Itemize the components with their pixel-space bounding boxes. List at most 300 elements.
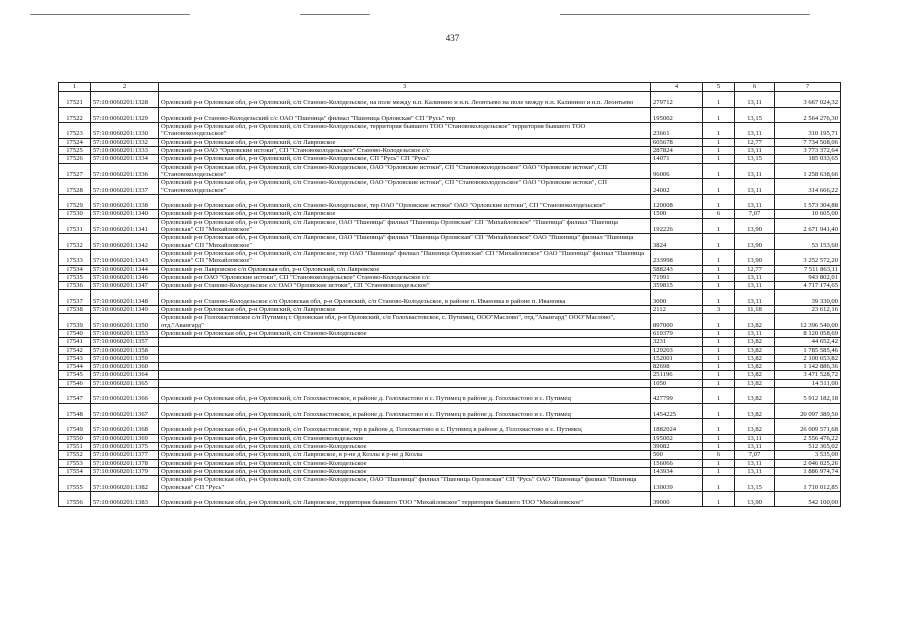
description-cell: Орловский р-н Орловская обл, р-н Орловский, с/п Становo-Колодезьское (159, 443, 651, 451)
rate-cell: 13,82 (735, 346, 775, 354)
row-number-cell: 17532 (59, 234, 91, 250)
row-number-cell: 17548 (59, 403, 91, 419)
share-cell: 6 (703, 451, 735, 459)
description-cell: Орловский р-н Орловская обл, р-н Орловский, с/п Лавровское, территория бывшего ТОО "Михайловское" территория бывшего ТОО "Михайловское" (159, 491, 651, 507)
cadastral-number-cell: 57:10:0060201:1332 (91, 138, 159, 146)
area-cell: 82698 (651, 363, 703, 371)
description-cell: Орловский р-н Орловская обл, р-н Орловский, с/п Становo-Колодезьское, ОАО "Пшеница" филиал "Пшеница Орловская" СП "Русь" ОАО "Пшеница" филиал "Пшеница Орловская" СП "Русь" (159, 476, 651, 492)
row-number-cell: 17541 (59, 338, 91, 346)
table-row (59, 234, 841, 250)
rate-cell: 12,77 (735, 265, 775, 273)
scan-artifact-right (560, 14, 810, 15)
area-cell: 96006 (651, 163, 703, 179)
cadastral-number-cell: 57:10:0060201:1330 (91, 123, 159, 139)
value-cell: 3 667 024,32 (775, 92, 841, 108)
share-cell: 1 (703, 387, 735, 403)
rate-cell: 13,82 (735, 338, 775, 346)
table-row (59, 265, 841, 273)
description-cell: Орловский р-н Орловская обл, р-н Орловский, с/п Голохвастовское, тер в районе д. Голохвастово и с. Путимец в районе д. Голохвастово и с. Путимец (159, 419, 651, 435)
rate-cell: 13,90 (735, 491, 775, 507)
rate-cell: 13,11 (735, 329, 775, 337)
share-cell: 1 (703, 443, 735, 451)
row-number-cell: 17523 (59, 123, 91, 139)
share-cell: 1 (703, 363, 735, 371)
rate-cell: 13,11 (735, 273, 775, 281)
description-cell: Орловский р-н Орловская обл, р-н Орловский, с/п Лавровское, тер ОАО "Пшеница" филиал "Пшеница Орловская" СП "Михайловское" ОАО "Пшеница" филиал "Пшеница Орловская" СП "Михайловское" (159, 249, 651, 265)
cadastral-number-cell: 57:10:0060201:1328 (91, 92, 159, 108)
cadastral-number-cell: 57:10:0060201:1377 (91, 451, 159, 459)
rate-cell: 13,82 (735, 403, 775, 419)
row-number-cell: 17534 (59, 265, 91, 273)
cadastral-number-cell: 57:10:0060201:1368 (91, 419, 159, 435)
table-row (59, 314, 841, 330)
rate-cell: 13,11 (735, 179, 775, 195)
area-cell: 129203 (651, 346, 703, 354)
description-cell: Орловский р-н Орловская обл, р-н Орловский, с/п Становoколодезьское (159, 434, 651, 442)
cadastral-number-cell: 57:10:0060201:1369 (91, 434, 159, 442)
rate-cell: 13,82 (735, 314, 775, 330)
area-cell: 2112 (651, 306, 703, 314)
cadastral-number-cell: 57:10:0060201:1341 (91, 218, 159, 234)
column-header: 7 (775, 83, 841, 92)
table-row (59, 379, 841, 387)
share-cell: 1 (703, 155, 735, 163)
cadastral-number-cell: 57:10:0060201:1347 (91, 282, 159, 290)
row-number-cell: 17522 (59, 107, 91, 123)
description-cell: Орловский р-н Орловская обл, р-н Орловский, с/п Становo-Колодезьское (159, 459, 651, 467)
row-number-cell: 17553 (59, 459, 91, 467)
row-number-cell: 17542 (59, 346, 91, 354)
row-number-cell: 17525 (59, 147, 91, 155)
rate-cell: 12,77 (735, 138, 775, 146)
cadastral-number-cell: 57:10:0060201:1340 (91, 210, 159, 218)
row-number-cell: 17539 (59, 314, 91, 330)
description-cell (159, 346, 651, 354)
cadastral-number-cell: 57:10:0060201:1342 (91, 234, 159, 250)
row-number-cell: 17551 (59, 443, 91, 451)
table-row (59, 403, 841, 419)
rate-cell: 13,82 (735, 419, 775, 435)
register-table (58, 82, 841, 507)
cadastral-number-cell: 57:10:0060201:1353 (91, 329, 159, 337)
share-cell: 1 (703, 273, 735, 281)
area-cell: 1882024 (651, 419, 703, 435)
table-row (59, 123, 841, 139)
row-number-cell: 17538 (59, 306, 91, 314)
area-cell: 3231 (651, 338, 703, 346)
rate-cell: 13,11 (735, 92, 775, 108)
share-cell: 1 (703, 338, 735, 346)
cadastral-number-cell: 57:10:0060201:1336 (91, 163, 159, 179)
value-cell: 20 097 389,50 (775, 403, 841, 419)
cadastral-number-cell: 57:10:0060201:1364 (91, 371, 159, 379)
row-number-cell: 17528 (59, 179, 91, 195)
row-number-cell: 17549 (59, 419, 91, 435)
cadastral-number-cell: 57:10:0060201:1367 (91, 403, 159, 419)
cadastral-number-cell: 57:10:0060201:1350 (91, 314, 159, 330)
value-cell: 1 573 304,88 (775, 194, 841, 210)
value-cell: 23 612,16 (775, 306, 841, 314)
row-number-cell: 17556 (59, 491, 91, 507)
table-row (59, 329, 841, 337)
cadastral-number-cell: 57:10:0060201:1358 (91, 346, 159, 354)
rate-cell: 13,90 (735, 218, 775, 234)
share-cell: 1 (703, 138, 735, 146)
description-cell: Орловский р-н Орловская обл, р-н Орловский, с/п Становo-Колодезьское, территория бывшего ТОО "Становоколодезьское" территория бывшего ТОО "Становоколодезьское" (159, 123, 651, 139)
area-cell: 1050 (651, 379, 703, 387)
value-cell: 1 710 012,85 (775, 476, 841, 492)
rate-cell: 13,82 (735, 379, 775, 387)
area-cell: 152001 (651, 354, 703, 362)
value-cell: 53 153,60 (775, 234, 841, 250)
description-cell (159, 379, 651, 387)
cadastral-number-cell: 57:10:0060201:1338 (91, 194, 159, 210)
table-row (59, 155, 841, 163)
table-row (59, 138, 841, 146)
share-cell: 1 (703, 249, 735, 265)
description-cell: Орловский р-н Становo-Колодезьское с/с ОАО "Орловские истоки", СП "Становоколодезьское" (159, 282, 651, 290)
cadastral-number-cell: 57:10:0060201:1365 (91, 379, 159, 387)
area-cell: 619379 (651, 329, 703, 337)
value-cell: 2 671 941,40 (775, 218, 841, 234)
scan-artifact-mid (300, 14, 370, 15)
area-cell: 1454225 (651, 403, 703, 419)
share-cell: 1 (703, 282, 735, 290)
register-table-body (59, 83, 841, 507)
description-cell: Орловский р-н Орловская обл, р-н Орловский, с/п Лавровское, ОАО "Пшеница" филиал "Пшеница Орловская" СП "Михайловское" "Пшеница" филиал "Пшеница Орловская" СП "Михайловское" (159, 218, 651, 234)
table-row (59, 179, 841, 195)
row-number-cell: 17544 (59, 363, 91, 371)
area-cell: 195002 (651, 434, 703, 442)
cadastral-number-cell: 57:10:0060201:1329 (91, 107, 159, 123)
table-row (59, 210, 841, 218)
value-cell: 943 802,01 (775, 273, 841, 281)
area-cell: 233998 (651, 249, 703, 265)
description-cell: Орловский р-н Орловская обл, р-н Орловский, с/п Голохвастовское, в районе д. Голохвастово и с. Путимец в районе д. Голохвастово и с. Путимец (159, 403, 651, 419)
table-row (59, 467, 841, 475)
value-cell: 14 511,00 (775, 379, 841, 387)
table-row (59, 387, 841, 403)
value-cell: 2 556 476,22 (775, 434, 841, 442)
share-cell: 6 (703, 210, 735, 218)
value-cell: 4 717 174,65 (775, 282, 841, 290)
description-cell: Орловский р-н Орловская обл, р-н Орловский, с/п Становo-Колодезьское (159, 329, 651, 337)
row-number-cell: 17547 (59, 387, 91, 403)
area-cell: 120008 (651, 194, 703, 210)
table-row (59, 346, 841, 354)
rate-cell: 13,90 (735, 249, 775, 265)
row-number-cell: 17550 (59, 434, 91, 442)
value-cell: 2 564 276,30 (775, 107, 841, 123)
share-cell: 1 (703, 123, 735, 139)
share-cell: 1 (703, 419, 735, 435)
description-cell (159, 338, 651, 346)
rate-cell: 13,15 (735, 155, 775, 163)
cadastral-number-cell: 57:10:0060201:1343 (91, 249, 159, 265)
share-cell: 1 (703, 147, 735, 155)
area-cell: 897000 (651, 314, 703, 330)
value-cell: 542 100,00 (775, 491, 841, 507)
cadastral-number-cell: 57:10:0060201:1357 (91, 338, 159, 346)
rate-cell: 13,11 (735, 163, 775, 179)
area-cell: 23661 (651, 123, 703, 139)
share-cell: 1 (703, 459, 735, 467)
value-cell: 12 396 540,00 (775, 314, 841, 330)
value-cell: 1 142 886,36 (775, 363, 841, 371)
description-cell: Орловский р-н Становo-Колодезьский с/с ОАО "Пшеница" филиал "Пшеница Орловская" СП "Русь" тер (159, 107, 651, 123)
description-cell: Орловский р-н Орловская обл, р-н Орловский, с/п Становo-Колодезьское, ОАО "Орловские истоки", СП "Становоколодезьское" ОАО "Орловские истоки", СП "Становоколодезьское" (159, 163, 651, 179)
area-cell: 359815 (651, 282, 703, 290)
cadastral-number-cell: 57:10:0060201:1337 (91, 179, 159, 195)
area-cell: 427799 (651, 387, 703, 403)
description-cell: Орловский р-н Орловская обл, р-н Орловский, с/п Лавровское (159, 210, 651, 218)
cadastral-number-cell: 57:10:0060201:1344 (91, 265, 159, 273)
table-row (59, 476, 841, 492)
table-row (59, 459, 841, 467)
description-cell (159, 354, 651, 362)
row-number-cell: 17531 (59, 218, 91, 234)
share-cell: 1 (703, 107, 735, 123)
description-cell: Орловский р-н Орловская обл, р-н Орловский, с/п Голохвастовское, в районе д. Голохвастово и с. Путимец в районе д. Голохвастово и с. Путимец (159, 387, 651, 403)
table-row (59, 363, 841, 371)
cadastral-number-cell: 57:10:0060201:1333 (91, 147, 159, 155)
share-cell: 1 (703, 346, 735, 354)
share-cell: 1 (703, 163, 735, 179)
row-number-cell: 17521 (59, 92, 91, 108)
rate-cell: 7,07 (735, 451, 775, 459)
description-cell: Орловский р-н Орловская обл, р-н Орловский, с/п Становo-Колодезьское, СП "Русь" СП "Русь" (159, 155, 651, 163)
value-cell: 26 009 571,68 (775, 419, 841, 435)
row-number-cell: 17526 (59, 155, 91, 163)
rate-cell: 13,11 (735, 459, 775, 467)
share-cell: 1 (703, 265, 735, 273)
share-cell: 1 (703, 354, 735, 362)
rate-cell: 13,11 (735, 282, 775, 290)
area-cell: 287824 (651, 147, 703, 155)
share-cell: 1 (703, 403, 735, 419)
row-number-cell: 17536 (59, 282, 91, 290)
rate-cell: 13,82 (735, 371, 775, 379)
value-cell: 3 252 572,20 (775, 249, 841, 265)
rate-cell: 13,82 (735, 387, 775, 403)
row-number-cell: 17537 (59, 290, 91, 306)
share-cell: 1 (703, 434, 735, 442)
rate-cell: 13,90 (735, 234, 775, 250)
row-number-cell: 17552 (59, 451, 91, 459)
column-header: 3 (159, 83, 651, 92)
value-cell: 2 100 653,82 (775, 354, 841, 362)
table-row (59, 249, 841, 265)
table-row (59, 290, 841, 306)
description-cell: Орловский р-н Орловская обл, р-н Орловский, с/п Лавровское, в р-не д Козлы в р-не д Козлы (159, 451, 651, 459)
share-cell: 1 (703, 329, 735, 337)
row-number-cell: 17535 (59, 273, 91, 281)
rate-cell: 13,15 (735, 107, 775, 123)
area-cell: 195002 (651, 107, 703, 123)
rate-cell: 7,07 (735, 210, 775, 218)
table-row (59, 491, 841, 507)
share-cell: 1 (703, 314, 735, 330)
value-cell: 3 773 372,64 (775, 147, 841, 155)
cadastral-number-cell: 57:10:0060201:1346 (91, 273, 159, 281)
table-header-row (59, 83, 841, 92)
row-number-cell: 17554 (59, 467, 91, 475)
cadastral-number-cell: 57:10:0060201:1348 (91, 290, 159, 306)
row-number-cell: 17527 (59, 163, 91, 179)
row-number-cell: 17530 (59, 210, 91, 218)
share-cell: 1 (703, 379, 735, 387)
share-cell: 1 (703, 476, 735, 492)
value-cell: 39 330,00 (775, 290, 841, 306)
table-row (59, 273, 841, 281)
area-cell: 588243 (651, 265, 703, 273)
value-cell: 314 666,22 (775, 179, 841, 195)
description-cell: Орловский р-н Лавровское с/п Орловская обл, р-н Орловский, с/п Лавровское (159, 265, 651, 273)
rate-cell: 13,82 (735, 363, 775, 371)
cadastral-number-cell: 57:10:0060201:1379 (91, 467, 159, 475)
area-cell: 192226 (651, 218, 703, 234)
share-cell: 1 (703, 179, 735, 195)
rate-cell: 13,11 (735, 443, 775, 451)
rate-cell: 13,11 (735, 194, 775, 210)
description-cell: Орловский р-н ОАО "Орловские истоки", СП "Становоколодезьское" Становo-Колодезьское с/с (159, 273, 651, 281)
table-row (59, 92, 841, 108)
share-cell: 1 (703, 194, 735, 210)
area-cell: 279712 (651, 92, 703, 108)
share-cell: 1 (703, 234, 735, 250)
cadastral-number-cell: 57:10:0060201:1349 (91, 306, 159, 314)
table-row (59, 419, 841, 435)
description-cell: Орловский р-н Голохвастовское с/п Путимец с Орловская обл, р-н Орловский, с/п Голохвастовское, с. Путимец, ООО"Маслово", отд."Авангард" ООО"Маслово", отд."Авангард" (159, 314, 651, 330)
share-cell: 3 (703, 306, 735, 314)
description-cell: Орловский р-н Орловская обл, р-н Орловский, с/п Лавровское, ОАО "Пшеница" филиал "Пшеница Орловская" СП "Михайловское" ОАО "Пшеница" филиал "Пшеница Орловская" СП "Михайловское" (159, 234, 651, 250)
table-row (59, 194, 841, 210)
cadastral-number-cell: 57:10:0060201:1360 (91, 363, 159, 371)
area-cell: 500 (651, 451, 703, 459)
description-cell: Орловский р-н Орловская обл, р-н Орловский, с/п Становo-Колодезьское, ОАО "Орловские истоки", СП "Становоколодезьское" ОАО "Орловские истоки", СП "Становоколодезьское" (159, 179, 651, 195)
column-header: 6 (735, 83, 775, 92)
scan-artifact-left (30, 14, 190, 15)
value-cell: 185 033,65 (775, 155, 841, 163)
description-cell (159, 363, 651, 371)
area-cell: 605678 (651, 138, 703, 146)
page-number: 437 (445, 33, 460, 43)
value-cell: 3 471 528,72 (775, 371, 841, 379)
share-cell: 1 (703, 290, 735, 306)
area-cell: 14071 (651, 155, 703, 163)
area-cell: 39082 (651, 443, 703, 451)
description-cell: Орловский р-н Орловская обл, р-н Орловский, с/п Становo-Колодезьское, на поле между н.п. Калинино и н.п. Леонтьево на поле между н.п. Калинино и н.п. Леонтьево (159, 92, 651, 108)
cadastral-number-cell: 57:10:0060201:1375 (91, 443, 159, 451)
share-cell: 1 (703, 467, 735, 475)
cadastral-number-cell: 57:10:0060201:1359 (91, 354, 159, 362)
table-row (59, 338, 841, 346)
rate-cell: 13,11 (735, 434, 775, 442)
area-cell: 24002 (651, 179, 703, 195)
cadastral-number-cell: 57:10:0060201:1378 (91, 459, 159, 467)
area-cell: 156066 (651, 459, 703, 467)
table-row (59, 371, 841, 379)
area-cell: 143934 (651, 467, 703, 475)
column-header: 4 (651, 83, 703, 92)
table-row (59, 282, 841, 290)
column-header: 5 (703, 83, 735, 92)
table-row (59, 306, 841, 314)
cadastral-number-cell: 57:10:0060201:1383 (91, 491, 159, 507)
value-cell: 10 605,00 (775, 210, 841, 218)
area-cell: 3824 (651, 234, 703, 250)
value-cell: 1 785 585,46 (775, 346, 841, 354)
description-cell: Орловский р-н Становo-Колодезьское с/п Орловская обл, р-н Орловский, с/п Становo-Колодезьское, в районе п. Ивановка в районе п. Ивановка (159, 290, 651, 306)
rate-cell: 13,11 (735, 123, 775, 139)
share-cell: 1 (703, 491, 735, 507)
area-cell: 3000 (651, 290, 703, 306)
table-row (59, 218, 841, 234)
area-cell: 39000 (651, 491, 703, 507)
description-cell: Орловский р-н Орловская обл, р-н Орловский, с/п Становo-Колодезьское (159, 467, 651, 475)
table-row (59, 451, 841, 459)
area-cell: 130039 (651, 476, 703, 492)
column-header: 1 (59, 83, 91, 92)
value-cell: 7 734 508,06 (775, 138, 841, 146)
value-cell: 7 511 863,11 (775, 265, 841, 273)
table-row (59, 147, 841, 155)
table-row (59, 434, 841, 442)
description-cell (159, 371, 651, 379)
column-header: 2 (91, 83, 159, 92)
description-cell: Орловский р-н Орловская обл, р-н Орловский, с/п Лавровское (159, 306, 651, 314)
share-cell: 1 (703, 371, 735, 379)
table-row (59, 443, 841, 451)
rate-cell: 13,82 (735, 354, 775, 362)
cadastral-number-cell: 57:10:0060201:1334 (91, 155, 159, 163)
value-cell: 44 652,42 (775, 338, 841, 346)
description-cell: Орловский р-н ОАО "Орловские истоки", СП "Становоколодезьское" Становo-Колодезьское с/с (159, 147, 651, 155)
value-cell: 5 912 182,18 (775, 387, 841, 403)
area-cell: 1500 (651, 210, 703, 218)
row-number-cell: 17555 (59, 476, 91, 492)
value-cell: 8 120 058,69 (775, 329, 841, 337)
row-number-cell: 17543 (59, 354, 91, 362)
rate-cell: 13,11 (735, 467, 775, 475)
value-cell: 1 886 974,74 (775, 467, 841, 475)
value-cell: 3 535,00 (775, 451, 841, 459)
area-cell: 71991 (651, 273, 703, 281)
rate-cell: 13,15 (735, 476, 775, 492)
cadastral-number-cell: 57:10:0060201:1382 (91, 476, 159, 492)
cadastral-number-cell: 57:10:0060201:1366 (91, 387, 159, 403)
value-cell: 1 258 638,66 (775, 163, 841, 179)
value-cell: 2 046 025,26 (775, 459, 841, 467)
description-cell: Орловский р-н Орловская обл, р-н Орловский, с/п Становo-Колодезьское, тер ОАО "Орловские истоки" ОАО "Орловские истоки", СП "Становоколодезьское" (159, 194, 651, 210)
value-cell: 310 195,71 (775, 123, 841, 139)
description-cell: Орловский р-н Орловская обл, р-н Орловский, с/п Лавровское (159, 138, 651, 146)
share-cell: 1 (703, 218, 735, 234)
value-cell: 512 365,02 (775, 443, 841, 451)
row-number-cell: 17545 (59, 371, 91, 379)
rate-cell: 11,18 (735, 306, 775, 314)
table-row (59, 107, 841, 123)
table-row (59, 163, 841, 179)
row-number-cell: 17546 (59, 379, 91, 387)
rate-cell: 13,11 (735, 290, 775, 306)
row-number-cell: 17529 (59, 194, 91, 210)
row-number-cell: 17524 (59, 138, 91, 146)
share-cell: 1 (703, 92, 735, 108)
table-row (59, 354, 841, 362)
row-number-cell: 17533 (59, 249, 91, 265)
row-number-cell: 17540 (59, 329, 91, 337)
